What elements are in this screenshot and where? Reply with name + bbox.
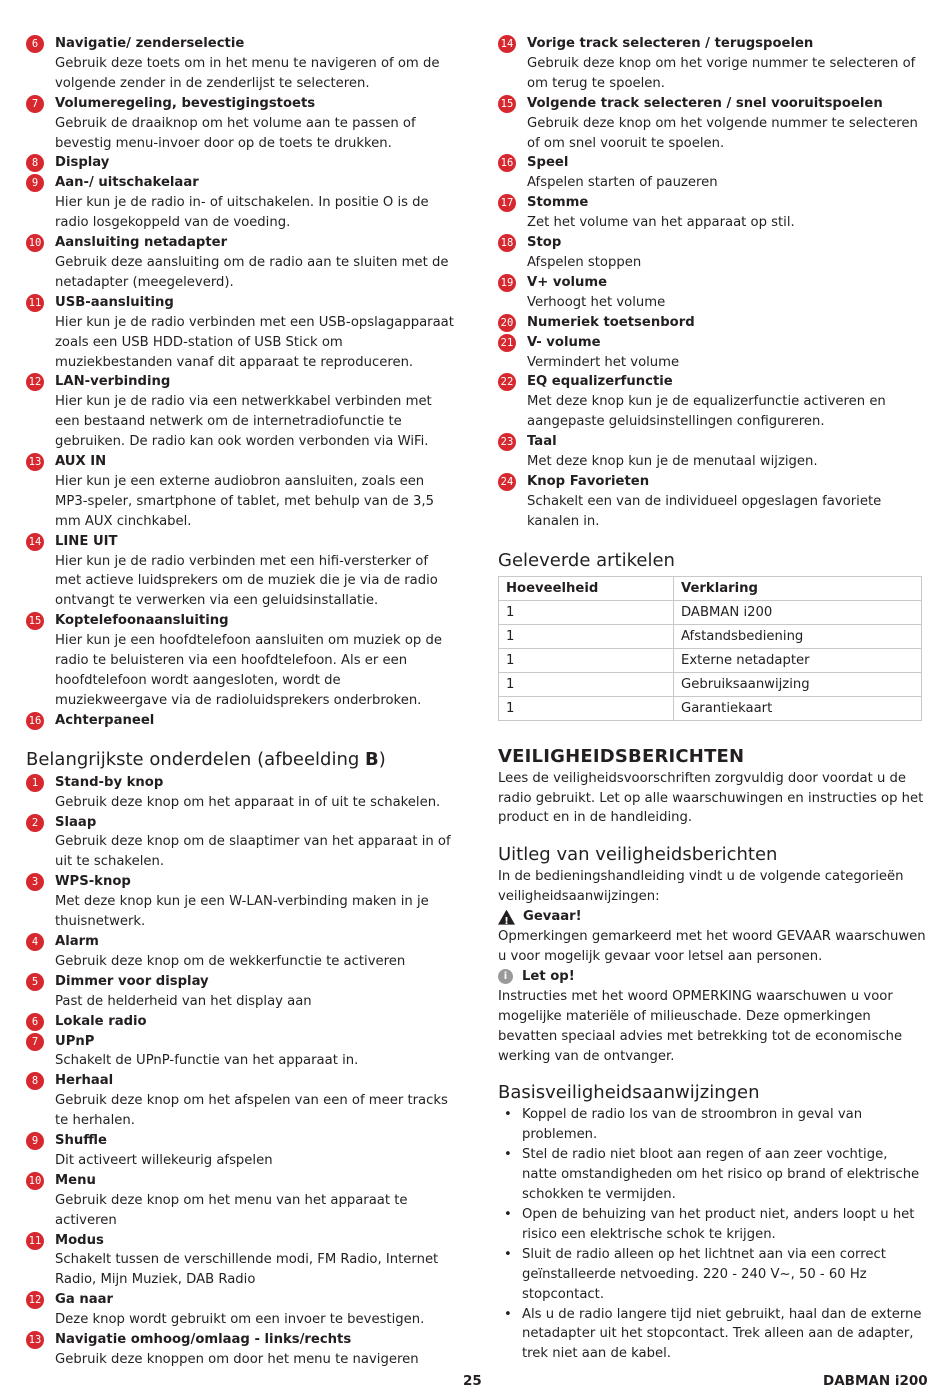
caution-label-row	[498, 967, 926, 987]
cell-quantity: 1	[499, 696, 674, 720]
main-parts-heading-text: Belangrijkste onderdelen	[26, 748, 252, 770]
cell-description: DABMAN i200	[674, 600, 922, 624]
item-description: Hier kun je de radio verbinden met een USB-opslagapparaat zoals een USB HDD-station of USB Stick om muziekbestanden vanaf dit apparaat te reproduceren.	[55, 314, 454, 370]
list-item	[26, 1032, 456, 1072]
item-title: V- volume	[527, 334, 601, 350]
list-item	[26, 872, 456, 932]
remote-buttons-list	[26, 773, 456, 1370]
info-icon: i	[498, 969, 513, 984]
item-title: Volumeregeling, bevestigingstoets	[55, 95, 316, 111]
number-badge: 7	[26, 1033, 44, 1051]
number-badge: 3	[26, 873, 44, 891]
number-badge: 18	[498, 234, 516, 252]
item-description: Hier kun je de radio in- of uitschakelen. In positie O is de radio losgekoppeld van de voeding.	[55, 195, 429, 231]
item-title: Herhaal	[55, 1073, 114, 1089]
table-row	[499, 672, 922, 696]
number-badge: 13	[26, 453, 44, 471]
item-title: Menu	[55, 1172, 96, 1188]
item-description: Gebruik deze aansluiting om de radio aan te sluiten met de netadapter (meegeleverd).	[55, 254, 449, 290]
number-badge: 21	[498, 334, 516, 352]
item-description: Schakelt de UPnP-functie van het apparaat in.	[55, 1053, 359, 1069]
cell-quantity: 1	[499, 648, 674, 672]
table-header-description: Verklaring	[674, 576, 922, 600]
number-badge: 19	[498, 274, 516, 292]
number-badge: 23	[498, 433, 516, 451]
number-badge: 20	[498, 314, 516, 332]
bullet-item: • Koppel de radio los van de stroombron in geval van problemen.	[498, 1105, 926, 1145]
list-item	[26, 1231, 456, 1291]
list-item	[498, 432, 926, 472]
item-title: Knop Favorieten	[527, 473, 650, 489]
list-item	[26, 34, 456, 94]
list-item	[498, 34, 926, 94]
list-item	[26, 813, 456, 873]
item-description: Gebruik deze toets om in het menu te navigeren of om de volgende zender in de zenderlijst te selecteren.	[55, 55, 440, 91]
item-description: Zet het volume van het apparaat op stil.	[527, 215, 795, 231]
item-title: Navigatie/ zenderselectie	[55, 36, 245, 51]
item-description: Gebruik deze knop om de slaaptimer van het apparaat in of uit te schakelen.	[55, 834, 451, 870]
item-title: Volgende track selecteren / snel vooruitspoelen	[527, 95, 883, 111]
number-badge: 16	[498, 154, 516, 172]
cell-description: Gebruiksaanwijzing	[674, 672, 922, 696]
delivered-items-body	[499, 600, 922, 720]
item-title: Navigatie omhoog/omlaag - links/rechts	[55, 1332, 352, 1348]
main-parts-heading-figure: B	[365, 748, 379, 770]
item-description: Deze knop wordt gebruikt om een invoer te bevestigen.	[55, 1312, 425, 1328]
item-title: UPnP	[55, 1033, 95, 1049]
number-badge: 24	[498, 473, 516, 491]
item-title: Numeriek toetsenbord	[527, 314, 695, 330]
right-column	[498, 34, 926, 1364]
cell-quantity: 1	[499, 624, 674, 648]
number-badge: 2	[26, 814, 44, 832]
list-item	[26, 94, 456, 154]
item-description: Gebruik deze knop om het vorige nummer te selecteren of om terug te spoelen.	[527, 55, 916, 91]
list-item	[498, 333, 926, 373]
explanation-heading: Uitleg van veiligheidsberichten	[498, 844, 778, 866]
item-title: Koptelefoonaansluiting	[55, 613, 229, 629]
danger-label-row	[498, 907, 926, 927]
number-badge: 10	[26, 234, 44, 252]
list-item	[498, 273, 926, 313]
safety-intro: Lees de veiligheidsvoorschriften zorgvuldig door voordat u de radio gebruikt. Let op alle waarschuwingen en instructies op het product en in de handleiding.	[498, 770, 924, 826]
remote-buttons-list-continued	[498, 34, 926, 532]
number-badge: 9	[26, 174, 44, 192]
item-description: Afspelen stoppen	[527, 254, 642, 270]
safety-heading: VEILIGHEIDSBERICHTEN	[498, 745, 745, 767]
left-column	[26, 34, 456, 1370]
number-badge: 14	[498, 35, 516, 53]
basic-safety-heading: Basisveiligheidsaanwijzingen	[498, 1082, 760, 1104]
cell-quantity: 1	[499, 600, 674, 624]
number-badge: 22	[498, 373, 516, 391]
item-title: Stomme	[527, 195, 589, 211]
list-item	[26, 1290, 456, 1330]
caution-text: Instructies met het woord OPMERKING waarschuwen u voor mogelijke materiële of milieuschade. Deze opmerkingen bevatten speciaal advies met betrekking tot de economische werking van de ontvanger.	[498, 988, 903, 1064]
page-number: 25	[463, 1373, 482, 1389]
item-title: LINE UIT	[55, 533, 118, 549]
main-parts-heading	[26, 748, 456, 772]
table-row	[499, 648, 922, 672]
list-item	[26, 1330, 456, 1370]
table-header-row	[499, 576, 922, 600]
item-title: Dimmer voor display	[55, 973, 209, 989]
item-description: Past de helderheid van het display aan	[55, 993, 312, 1009]
list-item	[26, 972, 456, 1012]
table-row	[499, 624, 922, 648]
item-description: Met deze knop kun je een W-LAN-verbinding maken in je thuisnetwerk.	[55, 894, 429, 930]
list-item	[26, 452, 456, 532]
number-badge: 7	[26, 95, 44, 113]
item-description: Gebruik deze knop om het apparaat in of uit te schakelen.	[55, 794, 441, 810]
item-title: WPS-knop	[55, 874, 131, 890]
number-badge: 13	[26, 1331, 44, 1349]
item-title: Ga naar	[55, 1292, 114, 1308]
item-title: Lokale radio	[55, 1013, 147, 1029]
bullet-item: • Open de behuizing van het product niet, anders loopt u het risico een elektrische schok te krijgen.	[498, 1205, 926, 1245]
number-badge: 11	[26, 294, 44, 312]
number-badge: 8	[26, 1072, 44, 1090]
item-title: Aansluiting netadapter	[55, 235, 228, 251]
list-item	[498, 94, 926, 154]
item-title: Taal	[527, 434, 557, 450]
item-description: Vermindert het volume	[527, 354, 680, 370]
table-row	[499, 600, 922, 624]
list-item	[26, 711, 456, 731]
number-badge: 6	[26, 35, 44, 53]
product-name: DABMAN i200	[823, 1373, 928, 1389]
cell-description: Externe netadapter	[674, 648, 922, 672]
item-title: LAN-verbinding	[55, 374, 171, 390]
table-header-quantity: Hoeveelheid	[499, 576, 674, 600]
list-item	[498, 193, 926, 233]
number-badge: 9	[26, 1132, 44, 1150]
list-item	[26, 1171, 456, 1231]
list-item	[498, 153, 926, 193]
number-badge: 17	[498, 194, 516, 212]
rear-panel-list	[26, 34, 456, 731]
list-item	[26, 293, 456, 373]
list-item	[498, 372, 926, 432]
number-badge: 15	[26, 612, 44, 630]
item-description: Gebruik deze knoppen om door het menu te navigeren	[55, 1352, 419, 1367]
list-item	[498, 313, 926, 333]
number-badge: 8	[26, 154, 44, 172]
cell-description: Garantiekaart	[674, 696, 922, 720]
caution-label: Let op!	[522, 968, 575, 984]
list-item	[26, 532, 456, 612]
list-item	[26, 773, 456, 813]
item-description: Met deze knop kun je de menutaal wijzigen.	[527, 454, 818, 470]
danger-text: Opmerkingen gemarkeerd met het woord GEVAAR waarschuwen u voor mogelijk gevaar voor letsel aan personen.	[498, 929, 926, 964]
item-title: Aan-/ uitschakelaar	[55, 175, 199, 191]
danger-label: Gevaar!	[523, 909, 582, 925]
item-title: Stand-by knop	[55, 774, 164, 790]
item-description: Gebruik deze knop om het afspelen van een of meer tracks te herhalen.	[55, 1093, 448, 1129]
list-item	[26, 153, 456, 173]
list-item	[26, 611, 456, 711]
bullet-item: • Stel de radio niet bloot aan regen of aan zeer vochtige, natte omstandigheden om het risico op brand of elektrische schokken te vermijden.	[498, 1145, 926, 1205]
list-item	[26, 1131, 456, 1171]
number-badge: 5	[26, 973, 44, 991]
item-title: Achterpaneel	[55, 712, 155, 728]
list-item	[26, 1071, 456, 1131]
number-badge: 16	[26, 712, 44, 730]
item-description: Hier kun je de radio via een netwerkkabel verbinden met een bestaand netwerk om de internetradiofunctie te gebruiken. De radio kan ook worden verbonden via WiFi.	[55, 394, 432, 450]
bullet-item: • Sluit de radio alleen op het lichtnet aan via een correct geïnstalleerde netvoeding. 220 - 240 V~, 50 - 60 Hz stopcontact.	[498, 1245, 926, 1305]
item-description: Hier kun je een externe audiobron aansluiten, zoals een MP3-speler, smartphone of tablet, met behulp van de 3,5 mm AUX cinchkabel.	[55, 473, 434, 529]
table-row	[499, 696, 922, 720]
number-badge: 15	[498, 95, 516, 113]
bullet-item: • Als u de radio langere tijd niet gebruikt, haal dan de externe netadapter uit het stopcontact. Trek alleen aan de adapter, trek niet aan de kabel.	[498, 1305, 926, 1365]
item-title: Vorige track selecteren / terugspoelen	[527, 36, 814, 51]
explanation-intro: In de bedieningshandleiding vindt u de volgende categorieën veiligheidsaanwijzingen:	[498, 869, 904, 905]
item-description: Verhoogt het volume	[527, 294, 666, 310]
delivered-items-heading: Geleverde artikelen	[498, 549, 675, 571]
item-title: Shuffle	[55, 1133, 107, 1149]
item-description: Gebruik de draaiknop om het volume aan te passen of bevestig menu-invoer door op de toets te drukken.	[55, 115, 416, 151]
warning-triangle-icon	[498, 910, 515, 925]
number-badge: 12	[26, 373, 44, 391]
item-description: Hier kun je een hoofdtelefoon aansluiten om muziek op de radio te beluisteren via een hoofdtelefoon. Als er een hoofdtelefoon wordt aangesloten, wordt de muziekweergave via de radioluidsprekers onderbroken.	[55, 633, 442, 708]
item-description: Gebruik deze knop om de wekkerfunctie te activeren	[55, 953, 406, 969]
item-title: Stop	[527, 235, 562, 251]
item-title: V+ volume	[527, 274, 608, 290]
list-item	[26, 932, 456, 972]
item-title: Display	[55, 155, 110, 171]
basic-safety-list	[498, 1105, 926, 1364]
item-description: Afspelen starten of pauzeren	[527, 175, 718, 191]
item-description: Schakelt tussen de verschillende modi, FM Radio, Internet Radio, Mijn Muziek, DAB Radio	[55, 1252, 439, 1288]
number-badge: 4	[26, 933, 44, 951]
cell-quantity: 1	[499, 672, 674, 696]
item-title: AUX IN	[55, 454, 107, 470]
list-item	[26, 173, 456, 233]
main-parts-heading-paren: (afbeelding	[251, 748, 366, 770]
number-badge: 6	[26, 1013, 44, 1031]
item-title: EQ equalizerfunctie	[527, 374, 673, 390]
main-parts-heading-paren-close: )	[378, 748, 386, 770]
item-description: Met deze knop kun je de equalizerfunctie activeren en aangepaste geluidsinstellingen configureren.	[527, 394, 886, 430]
item-description: Gebruik deze knop om het volgende nummer te selecteren of om snel vooruit te spoelen.	[527, 115, 918, 151]
cell-description: Afstandsbediening	[674, 624, 922, 648]
number-badge: 1	[26, 774, 44, 792]
number-badge: 10	[26, 1172, 44, 1190]
item-description: Dit activeert willekeurig afspelen	[55, 1152, 273, 1168]
item-description: Gebruik deze knop om het menu van het apparaat te activeren	[55, 1192, 408, 1228]
list-item	[26, 1012, 456, 1032]
delivered-items-table	[498, 576, 922, 721]
item-title: USB-aansluiting	[55, 294, 174, 310]
list-item	[26, 372, 456, 452]
item-description: Schakelt een van de individueel opgeslagen favoriete kanalen in.	[527, 493, 882, 529]
item-title: Alarm	[55, 933, 99, 949]
list-item	[498, 472, 926, 532]
item-description: Hier kun je de radio verbinden met een hifi-versterker of met actieve luidsprekers om de muziek die je via de radio ontvangt te verwerken via een geluidsinstallatie.	[55, 553, 438, 609]
number-badge: 12	[26, 1291, 44, 1309]
item-title: Modus	[55, 1232, 104, 1248]
item-title: Slaap	[55, 814, 97, 830]
list-item	[498, 233, 926, 273]
number-badge: 11	[26, 1232, 44, 1250]
number-badge: 14	[26, 533, 44, 551]
list-item	[26, 233, 456, 293]
item-title: Speel	[527, 155, 569, 171]
